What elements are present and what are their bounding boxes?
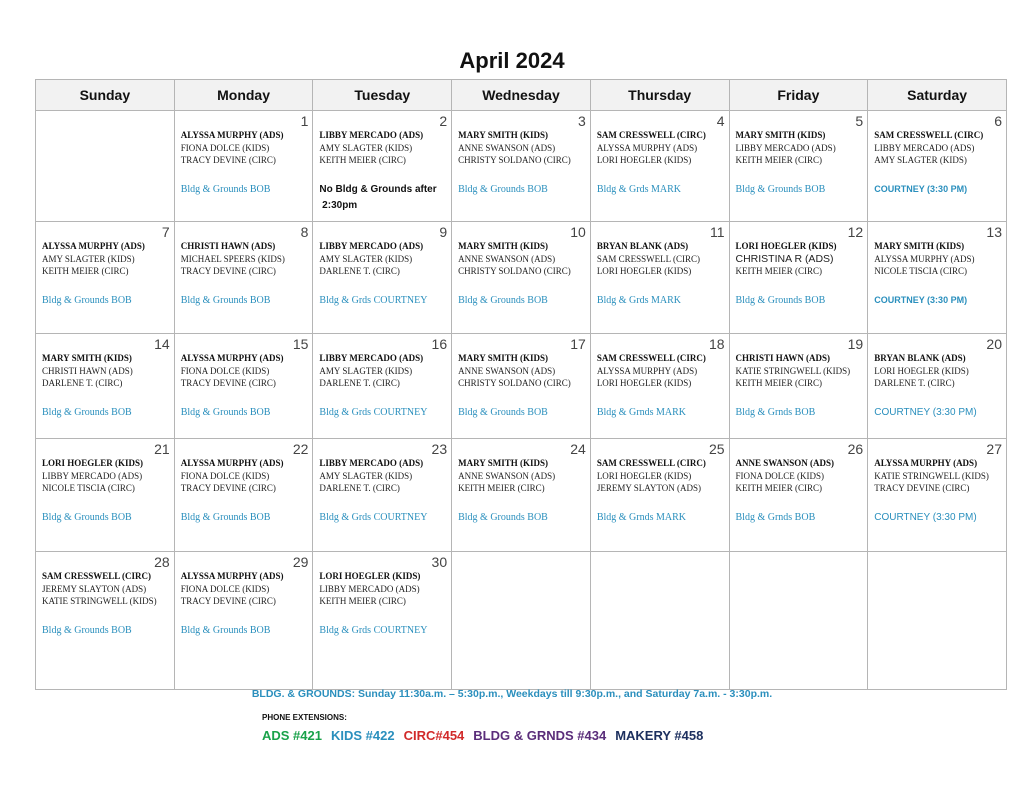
weekday-saturday: Saturday — [868, 80, 1007, 111]
phone-extension: BLDG & GRNDS #434 — [473, 728, 607, 743]
shift-lead: MARY SMITH (KIDS) — [458, 241, 548, 251]
grounds-assignment: Bldg & Grounds BOB — [458, 511, 548, 523]
grounds-note — [319, 182, 447, 214]
calendar-day-cell — [174, 111, 313, 222]
calendar-week-row — [36, 439, 1007, 552]
grounds-assignment: Bldg & Grounds BOB — [458, 294, 548, 306]
weekday-header-row — [36, 80, 1007, 111]
day-number: 6 — [994, 113, 1002, 129]
grounds-note-line: 2:30pm — [319, 199, 358, 211]
calendar-day-cell — [729, 111, 868, 222]
calendar-day-cell — [452, 111, 591, 222]
calendar-day-cell — [174, 334, 313, 439]
shift-staff: NICOLE TISCIA (CIRC) — [42, 483, 135, 493]
grounds-assignment: Bldg & Grounds BOB — [735, 294, 826, 306]
shift-staff: DARLENE T. (CIRC) — [319, 483, 400, 493]
grounds-assignment: Bldg & Grounds BOB — [180, 624, 271, 636]
shift-staff: KEITH MEIER (CIRC) — [319, 596, 406, 606]
grounds-assignment: Bldg & Grounds BOB — [42, 624, 132, 636]
shift-staff: KEITH MEIER (CIRC) — [319, 155, 406, 165]
shift-lead: MARY SMITH (KIDS) — [458, 130, 548, 140]
grounds-assignment: Bldg & Grds COURTNEY — [319, 406, 428, 418]
day-number: 8 — [300, 224, 309, 240]
weekday-wednesday: Wednesday — [452, 80, 591, 111]
day-number: 12 — [847, 224, 864, 240]
weekday-sunday: Sunday — [36, 80, 175, 111]
day-number: 5 — [855, 113, 864, 129]
day-number: 11 — [709, 224, 725, 240]
shift-staff: KATIE STRINGWELL (KIDS) — [735, 365, 851, 376]
shift-lead: MARY SMITH (KIDS) — [458, 458, 548, 468]
grounds-assignment: COURTNEY (3:30 PM) — [874, 511, 977, 523]
grounds-hours-note: BLDG. & GROUNDS: Sunday 11:30a.m. – 5:30p.m., Weekdays till 9:30p.m., and Saturday 7a.m. - 3:30p.m. — [251, 688, 773, 700]
calendar-day-cell — [590, 222, 729, 334]
grounds-assignment: Bldg & Grounds BOB — [458, 183, 548, 195]
shift-staff: NICOLE TISCIA (CIRC) — [874, 266, 968, 276]
shift-staff: ANNE SWANSON (ADS) — [458, 253, 556, 264]
shift-lead: ALYSSA MURPHY (ADS) — [180, 458, 284, 468]
shift-lead: MARY SMITH (KIDS) — [458, 353, 548, 363]
shift-staff: AMY SLAGTER (KIDS) — [319, 365, 413, 376]
shift-staff: KATIE STRINGWELL (KIDS) — [874, 470, 989, 481]
shift-staff: ANNE SWANSON (ADS) — [458, 365, 556, 376]
shift-staff: TRACY DEVINE (CIRC) — [180, 378, 276, 388]
grounds-assignment: Bldg & Grnds MARK — [596, 406, 686, 418]
day-number: 16 — [431, 336, 448, 352]
shift-lead: ALYSSA MURPHY (ADS) — [180, 353, 284, 363]
shift-lead: BRYAN BLANK (ADS) — [596, 241, 689, 251]
shift-staff: AMY SLAGTER (KIDS) — [319, 253, 413, 264]
grounds-assignment: Bldg & Grnds BOB — [735, 406, 816, 418]
day-number: 15 — [292, 336, 309, 352]
phone-extension: CIRC#454 — [403, 728, 465, 743]
shift-staff: CHRISTY SOLDANO (CIRC) — [458, 155, 571, 165]
shift-staff: KEITH MEIER (CIRC) — [42, 266, 129, 276]
calendar-day-cell — [729, 222, 868, 334]
day-number: 2 — [439, 113, 448, 129]
shift-staff: LORI HOEGLER (KIDS) — [596, 155, 692, 165]
weekday-monday: Monday — [174, 80, 313, 111]
day-number: 25 — [708, 441, 725, 457]
weekday-tuesday: Tuesday — [313, 80, 452, 111]
shift-lead: BRYAN BLANK (ADS) — [874, 353, 966, 363]
day-number: 9 — [439, 224, 448, 240]
calendar-grid — [35, 79, 1007, 690]
shift-staff: LORI HOEGLER (KIDS) — [596, 266, 692, 276]
day-number: 17 — [570, 336, 586, 352]
grounds-assignment: Bldg & Grds COURTNEY — [319, 511, 428, 523]
calendar-empty-cell — [452, 552, 591, 690]
calendar-day-cell — [868, 111, 1007, 222]
shift-staff: KEITH MEIER (CIRC) — [735, 483, 823, 493]
shift-staff: LORI HOEGLER (KIDS) — [596, 470, 692, 481]
grounds-assignment: COURTNEY (3:30 PM) — [874, 406, 977, 418]
phone-extension: MAKERY #458 — [615, 728, 704, 743]
shift-staff: TRACY DEVINE (CIRC) — [180, 483, 276, 493]
shift-lead: CHRISTI HAWN (ADS) — [735, 353, 831, 363]
shift-staff: FIONA DOLCE (KIDS) — [180, 142, 270, 153]
day-number: 20 — [986, 336, 1002, 352]
day-number: 14 — [154, 336, 170, 352]
shift-lead: LIBBY MERCADO (ADS) — [319, 241, 424, 251]
grounds-assignment: Bldg & Grds MARK — [596, 294, 681, 306]
day-number: 22 — [292, 441, 309, 457]
shift-staff: FIONA DOLCE (KIDS) — [180, 583, 270, 594]
shift-lead: SAM CRESSWELL (CIRC) — [596, 353, 706, 363]
grounds-assignment: Bldg & Grounds BOB — [735, 183, 826, 195]
grounds-assignment: Bldg & Grnds MARK — [596, 511, 686, 523]
shift-staff: AMY SLAGTER (KIDS) — [319, 470, 413, 481]
shift-staff: ALYSSA MURPHY (ADS) — [874, 253, 975, 264]
calendar-empty-cell — [36, 111, 175, 222]
shift-staff: CHRISTY SOLDANO (CIRC) — [458, 266, 571, 276]
calendar-day-cell — [868, 439, 1007, 552]
grounds-note-line: No Bldg & Grounds after — [319, 183, 437, 195]
shift-staff: DARLENE T. (CIRC) — [874, 378, 955, 388]
shift-staff: KEITH MEIER (CIRC) — [458, 483, 545, 493]
shift-staff: MICHAEL SPEERS (KIDS) — [180, 253, 285, 264]
calendar-day-cell — [452, 222, 591, 334]
calendar-day-cell — [36, 222, 175, 334]
calendar-week-row — [36, 222, 1007, 334]
calendar-day-cell — [313, 439, 452, 552]
calendar-empty-cell — [590, 552, 729, 690]
calendar-day-cell — [36, 334, 175, 439]
shift-lead: LORI HOEGLER (KIDS) — [319, 571, 421, 581]
day-number: 19 — [847, 336, 864, 352]
calendar-day-cell — [313, 111, 452, 222]
grounds-assignment: Bldg & Grds COURTNEY — [319, 294, 428, 306]
shift-staff: DARLENE T. (CIRC) — [42, 378, 123, 388]
shift-lead: LIBBY MERCADO (ADS) — [319, 458, 424, 468]
shift-staff: JEREMY SLAYTON (ADS) — [596, 483, 701, 493]
grounds-assignment: Bldg & Grounds BOB — [42, 406, 132, 418]
shift-staff: FIONA DOLCE (KIDS) — [180, 365, 270, 376]
calendar-title: April 2024 — [459, 48, 565, 73]
grounds-assignment: Bldg & Grounds BOB — [42, 294, 132, 306]
shift-lead: LORI HOEGLER (KIDS) — [735, 241, 837, 251]
shift-staff: TRACY DEVINE (CIRC) — [874, 483, 970, 493]
grounds-assignment: Bldg & Grds COURTNEY — [319, 624, 428, 636]
shift-lead: MARY SMITH (KIDS) — [42, 353, 132, 363]
shift-staff: DARLENE T. (CIRC) — [319, 378, 400, 388]
shift-staff: CHRISTI HAWN (ADS) — [42, 365, 133, 376]
day-number: 13 — [986, 224, 1002, 240]
shift-staff: FIONA DOLCE (KIDS) — [180, 470, 270, 481]
calendar-day-cell — [36, 552, 175, 690]
shift-lead: LIBBY MERCADO (ADS) — [319, 130, 424, 140]
day-number: 26 — [847, 441, 864, 457]
shift-staff: LIBBY MERCADO (ADS) — [319, 583, 420, 594]
day-number: 21 — [154, 441, 170, 457]
calendar-empty-cell — [729, 552, 868, 690]
grounds-assignment: Bldg & Grnds BOB — [735, 511, 816, 523]
day-number: 18 — [708, 336, 725, 352]
calendar-day-cell — [452, 439, 591, 552]
calendar-day-cell — [174, 439, 313, 552]
shift-staff: DARLENE T. (CIRC) — [319, 266, 400, 276]
phone-extension: ADS #421 — [262, 728, 322, 743]
calendar-day-cell — [452, 334, 591, 439]
calendar-week-row — [36, 111, 1007, 222]
calendar-day-cell — [729, 334, 868, 439]
shift-staff: KATIE STRINGWELL (KIDS) — [42, 596, 157, 606]
shift-staff: ANNE SWANSON (ADS) — [458, 142, 556, 153]
shift-staff: KEITH MEIER (CIRC) — [735, 155, 823, 165]
shift-lead: LIBBY MERCADO (ADS) — [319, 353, 424, 363]
day-number: 28 — [154, 554, 170, 570]
day-number: 4 — [716, 113, 725, 129]
day-number: 10 — [570, 224, 586, 240]
shift-lead: ALYSSA MURPHY (ADS) — [42, 241, 145, 251]
shift-staff: KEITH MEIER (CIRC) — [735, 266, 823, 276]
day-number: 7 — [161, 224, 170, 240]
calendar-day-cell — [868, 334, 1007, 439]
calendar-week-row — [36, 334, 1007, 439]
shift-staff: LIBBY MERCADO (ADS) — [874, 142, 975, 153]
shift-staff: LORI HOEGLER (KIDS) — [596, 378, 692, 388]
calendar-day-cell — [868, 222, 1007, 334]
shift-lead: SAM CRESSWELL (CIRC) — [42, 571, 152, 581]
day-number: 29 — [292, 554, 309, 570]
shift-lead: SAM CRESSWELL (CIRC) — [596, 130, 706, 140]
grounds-assignment: Bldg & Grounds BOB — [180, 294, 271, 306]
weekday-friday: Friday — [729, 80, 868, 111]
shift-lead: ALYSSA MURPHY (ADS) — [180, 130, 284, 140]
shift-lead: MARY SMITH (KIDS) — [874, 241, 965, 251]
calendar-week-row — [36, 552, 1007, 690]
phone-extension: KIDS #422 — [330, 728, 395, 743]
day-number: 1 — [300, 113, 309, 129]
grounds-assignment: Bldg & Grounds BOB — [180, 406, 271, 418]
shift-staff: AMY SLAGTER (KIDS) — [319, 142, 413, 153]
grounds-assignment: Bldg & Grounds BOB — [180, 183, 271, 195]
shift-lead: ANNE SWANSON (ADS) — [735, 458, 835, 468]
shift-lead: MARY SMITH (KIDS) — [735, 130, 826, 140]
day-number: 3 — [578, 113, 586, 129]
grounds-assignment: COURTNEY (3:30 PM) — [874, 294, 968, 305]
weekday-thursday: Thursday — [590, 80, 729, 111]
calendar-day-cell — [313, 334, 452, 439]
day-number: 24 — [570, 441, 586, 457]
shift-staff: AMY SLAGTER (KIDS) — [874, 155, 967, 165]
shift-staff: KEITH MEIER (CIRC) — [735, 378, 823, 388]
calendar-day-cell — [590, 111, 729, 222]
shift-staff: CHRISTINA R (ADS) — [735, 252, 834, 265]
shift-staff: AMY SLAGTER (KIDS) — [42, 253, 135, 264]
phone-extensions-heading: PHONE EXTENSIONS: — [262, 713, 347, 722]
shift-staff: TRACY DEVINE (CIRC) — [180, 596, 276, 606]
calendar-day-cell — [174, 552, 313, 690]
calendar-empty-cell — [868, 552, 1007, 690]
shift-staff: TRACY DEVINE (CIRC) — [180, 266, 276, 276]
shift-staff: SAM CRESSWELL (CIRC) — [596, 253, 700, 264]
day-number: 23 — [431, 441, 448, 457]
shift-staff: FIONA DOLCE (KIDS) — [735, 470, 825, 481]
shift-lead: ALYSSA MURPHY (ADS) — [874, 458, 978, 468]
shift-lead: SAM CRESSWELL (CIRC) — [874, 130, 984, 140]
shift-lead: ALYSSA MURPHY (ADS) — [180, 571, 284, 581]
shift-lead: SAM CRESSWELL (CIRC) — [596, 458, 706, 468]
shift-lead: CHRISTI HAWN (ADS) — [180, 241, 276, 251]
calendar-day-cell — [590, 439, 729, 552]
shift-staff: ANNE SWANSON (ADS) — [458, 470, 556, 481]
shift-staff: ALYSSA MURPHY (ADS) — [596, 142, 698, 153]
shift-staff: LIBBY MERCADO (ADS) — [42, 470, 143, 481]
calendar-day-cell — [313, 222, 452, 334]
day-number: 27 — [986, 441, 1002, 457]
grounds-assignment: Bldg & Grounds BOB — [180, 511, 271, 523]
shift-staff: TRACY DEVINE (CIRC) — [180, 155, 276, 165]
shift-staff: JEREMY SLAYTON (ADS) — [42, 583, 147, 594]
grounds-assignment: COURTNEY (3:30 PM) — [874, 183, 968, 194]
calendar-day-cell — [313, 552, 452, 690]
grounds-assignment: Bldg & Grounds BOB — [458, 406, 548, 418]
shift-staff: ALYSSA MURPHY (ADS) — [596, 365, 698, 376]
shift-staff: LORI HOEGLER (KIDS) — [874, 365, 969, 376]
shift-staff: CHRISTY SOLDANO (CIRC) — [458, 378, 571, 388]
shift-lead: LORI HOEGLER (KIDS) — [42, 458, 144, 468]
calendar-day-cell — [36, 439, 175, 552]
day-number: 30 — [431, 554, 448, 570]
calendar-day-cell — [590, 334, 729, 439]
phone-extensions-list — [262, 728, 712, 743]
grounds-assignment: Bldg & Grounds BOB — [42, 511, 132, 523]
shift-staff: LIBBY MERCADO (ADS) — [735, 142, 836, 153]
calendar-day-cell — [174, 222, 313, 334]
calendar-day-cell — [729, 439, 868, 552]
grounds-assignment: Bldg & Grds MARK — [596, 183, 681, 195]
